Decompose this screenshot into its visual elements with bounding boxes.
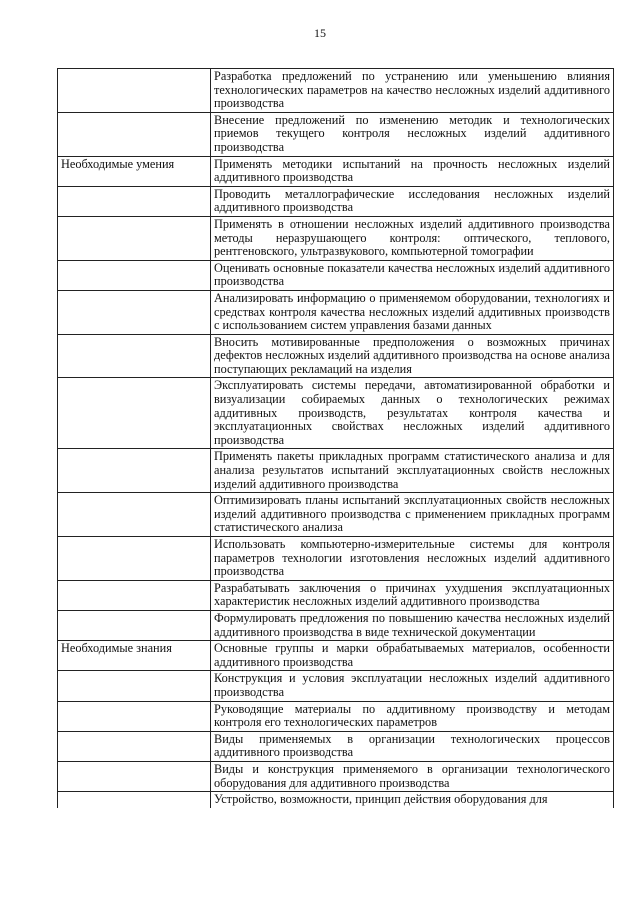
table-row [58,449,614,493]
section-label-cell [58,260,211,290]
requirement-item: Вносить мотивированные предположения о возможных причинах дефектов несложных изделий аддитивного производства на основе анализа поступающих рекламаций на изделия [211,334,614,378]
table-row [58,701,614,731]
section-label-cell [58,580,211,610]
requirement-item: Устройство, возможности, принцип действия оборудования для [211,792,614,808]
table-row [58,641,614,671]
section-label-cell [58,671,211,701]
requirement-item: Формулировать предложения по повышению качества несложных изделий аддитивного производства в виде технической документации [211,610,614,640]
table-row [58,186,614,216]
section-label-cell [58,216,211,260]
table-row [58,761,614,791]
table-row [58,216,614,260]
table-row [58,156,614,186]
section-label-cell [58,69,211,113]
section-label-cell [58,792,211,808]
section-label-cell [58,112,211,156]
requirement-item: Внесение предложений по изменению методик и технологических приемов текущего контроля несложных изделий аддитивного производства [211,112,614,156]
requirement-item: Использовать компьютерно-измерительные системы для контроля параметров технологии изготовления несложных изделий аддитивного производства [211,537,614,581]
requirement-item: Конструкция и условия эксплуатации несложных изделий аддитивного производства [211,671,614,701]
section-label-cell [58,449,211,493]
requirement-item: Разрабатывать заключения о причинах ухудшения эксплуатационных характеристик несложных изделий аддитивного производства [211,580,614,610]
requirement-item: Эксплуатировать системы передачи, автоматизированной обработки и визуализации собираемых данных о технологических режимах аддитивных производств, результатах контроля качества и эксплуатационных свойствах несложных изделий аддитивного производства [211,378,614,449]
section-label-cell [58,701,211,731]
table-row [58,290,614,334]
requirement-item: Проводить металлографические исследования несложных изделий аддитивного производства [211,186,614,216]
table-row [58,69,614,113]
requirement-item: Виды применяемых в организации технологических процессов аддитивного производства [211,731,614,761]
requirement-item: Оценивать основные показатели качества несложных изделий аддитивного производства [211,260,614,290]
table-row [58,334,614,378]
table-row [58,112,614,156]
table-row [58,580,614,610]
section-label-cell [58,493,211,537]
table-row [58,378,614,449]
section-label-cell [58,731,211,761]
competency-table [57,68,614,808]
table-row [58,671,614,701]
table-row [58,731,614,761]
requirement-item: Виды и конструкция применяемого в организации технологического оборудования для аддитивного производства [211,761,614,791]
section-label-cell [58,610,211,640]
section-label: Необходимые знания [58,641,211,671]
table-row [58,493,614,537]
page-number: 15 [314,26,326,40]
requirement-item: Разработка предложений по устранению или уменьшению влияния технологических параметров на качество несложных изделий аддитивного производства [211,69,614,113]
requirement-item: Применять пакеты прикладных программ статистического анализа и для анализа результатов испытаний эксплуатационных свойств несложных изделий аддитивного производства [211,449,614,493]
requirement-item: Анализировать информацию о применяемом оборудовании, технологиях и средствах контроля качества несложных изделий аддитивных производств с использованием систем управления базами данных [211,290,614,334]
section-label-cell [58,290,211,334]
section-label-cell [58,761,211,791]
table-row [58,537,614,581]
requirement-item: Основные группы и марки обрабатываемых материалов, особенности аддитивного производства [211,641,614,671]
section-label-cell [58,378,211,449]
section-label-cell [58,334,211,378]
requirement-item: Применять методики испытаний на прочность несложных изделий аддитивного производства [211,156,614,186]
section-label-cell [58,186,211,216]
table-row [58,792,614,808]
requirement-item: Руководящие материалы по аддитивному производству и методам контроля его технологических параметров [211,701,614,731]
section-label: Необходимые умения [58,156,211,186]
table-row [58,610,614,640]
requirement-item: Применять в отношении несложных изделий аддитивного производства методы неразрушающего контроля: оптического, теплового, рентгеновского, ультразвукового, компьютерной томографии [211,216,614,260]
section-label-cell [58,537,211,581]
table-row [58,260,614,290]
requirement-item: Оптимизировать планы испытаний эксплуатационных свойств несложных изделий аддитивного производства с применением прикладных программ статистического анализа [211,493,614,537]
